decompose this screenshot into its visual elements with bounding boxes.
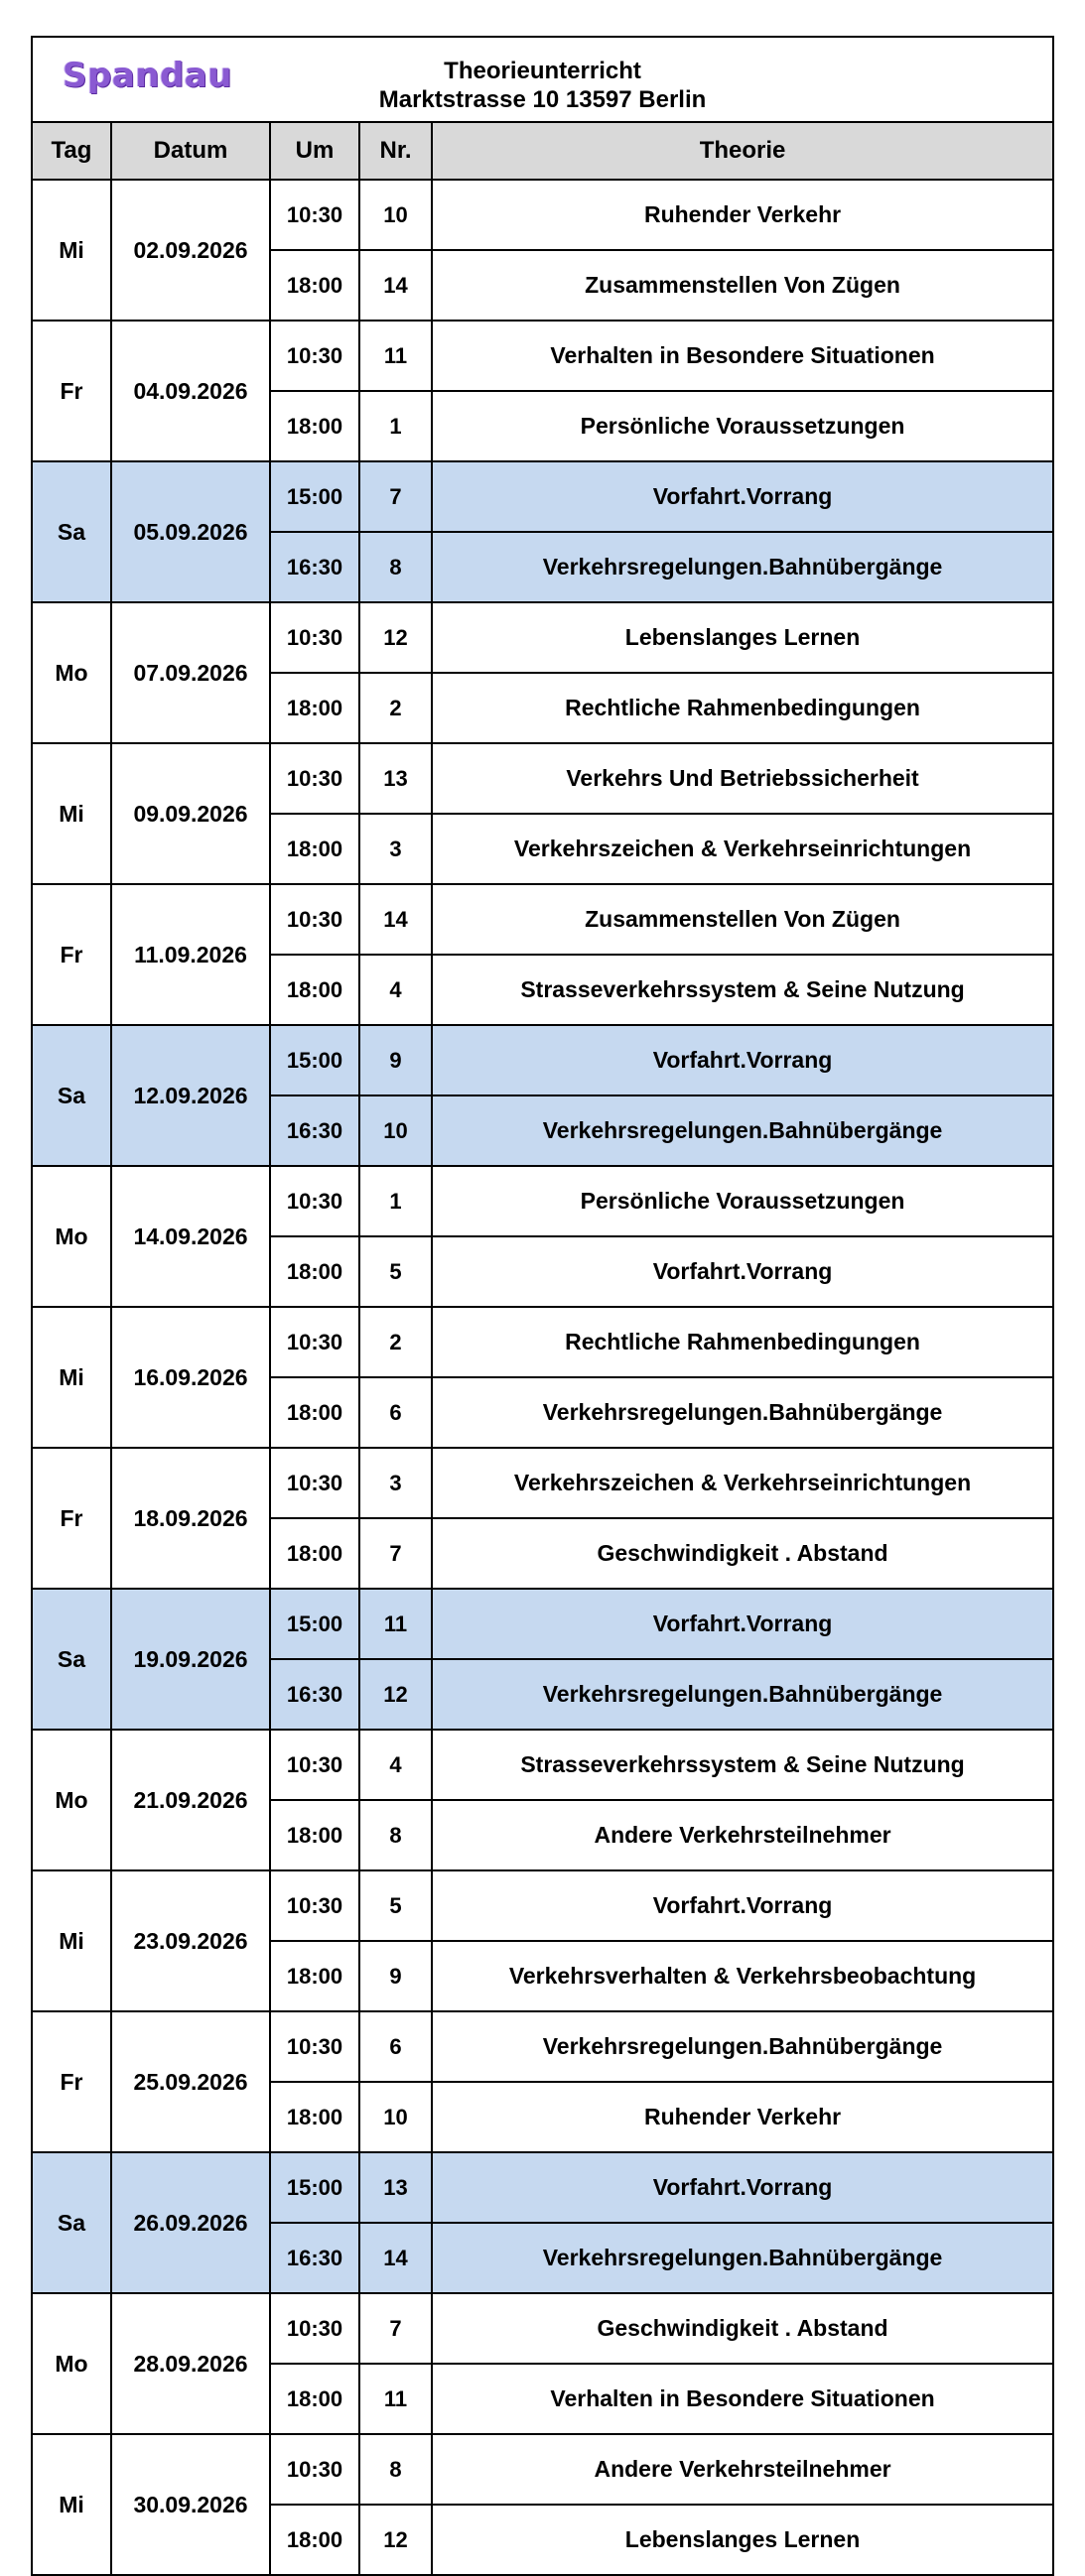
time-cell: 18:00 (270, 250, 359, 321)
date-cell: 19.09.2026 (111, 1589, 270, 1730)
number-cell: 11 (359, 321, 432, 391)
column-header-um: Um (270, 122, 359, 180)
date-cell: 05.09.2026 (111, 461, 270, 602)
time-cell: 16:30 (270, 1659, 359, 1730)
spandau-logo: Spandau (63, 56, 232, 95)
day-cell: Mo (32, 2293, 111, 2434)
date-cell: 11.09.2026 (111, 884, 270, 1025)
number-cell: 4 (359, 1730, 432, 1800)
number-cell: 12 (359, 1659, 432, 1730)
time-cell: 10:30 (270, 2434, 359, 2505)
time-cell: 10:30 (270, 2293, 359, 2364)
number-cell: 13 (359, 2152, 432, 2223)
number-cell: 11 (359, 1589, 432, 1659)
number-cell: 14 (359, 250, 432, 321)
theory-cell: Lebenslanges Lernen (432, 2505, 1053, 2575)
table-row (32, 2152, 1053, 2223)
table-row (32, 602, 1053, 673)
theory-cell: Zusammenstellen Von Zügen (432, 250, 1053, 321)
time-cell: 16:30 (270, 532, 359, 602)
time-cell: 15:00 (270, 1025, 359, 1095)
number-cell: 6 (359, 1377, 432, 1448)
date-cell: 09.09.2026 (111, 743, 270, 884)
schedule-sheet (31, 36, 1052, 2576)
day-cell: Mo (32, 1730, 111, 1870)
date-cell: 04.09.2026 (111, 321, 270, 461)
theory-cell: Verkehrsregelungen.Bahnübergänge (432, 1659, 1053, 1730)
number-cell: 10 (359, 1095, 432, 1166)
theory-cell: Strasseverkehrssystem & Seine Nutzung (432, 1730, 1053, 1800)
number-cell: 14 (359, 884, 432, 955)
table-row (32, 321, 1053, 391)
table-row (32, 2011, 1053, 2082)
theory-cell: Verkehrsregelungen.Bahnübergänge (432, 1377, 1053, 1448)
time-cell: 15:00 (270, 1589, 359, 1659)
time-cell: 10:30 (270, 1448, 359, 1518)
table-row (32, 2293, 1053, 2364)
theory-cell: Andere Verkehrsteilnehmer (432, 2434, 1053, 2505)
page-title: Theorieunterricht (444, 57, 641, 84)
number-cell: 7 (359, 2293, 432, 2364)
day-cell: Mi (32, 1307, 111, 1448)
number-cell: 9 (359, 1941, 432, 2011)
number-cell: 6 (359, 2011, 432, 2082)
theory-cell: Verkehrsregelungen.Bahnübergänge (432, 1095, 1053, 1166)
time-cell: 10:30 (270, 602, 359, 673)
theory-cell: Geschwindigkeit . Abstand (432, 1518, 1053, 1589)
theory-cell: Vorfahrt.Vorrang (432, 1870, 1053, 1941)
number-cell: 4 (359, 955, 432, 1025)
theory-cell: Vorfahrt.Vorrang (432, 1589, 1053, 1659)
theory-cell: Verhalten in Besondere Situationen (432, 2364, 1053, 2434)
day-cell: Fr (32, 2011, 111, 2152)
table-row (32, 1025, 1053, 1095)
theory-cell: Andere Verkehrsteilnehmer (432, 1800, 1053, 1870)
theory-cell: Vorfahrt.Vorrang (432, 1025, 1053, 1095)
theory-cell: Strasseverkehrssystem & Seine Nutzung (432, 955, 1053, 1025)
number-cell: 9 (359, 1025, 432, 1095)
number-cell: 7 (359, 461, 432, 532)
column-header-tag: Tag (32, 122, 111, 180)
number-cell: 13 (359, 743, 432, 814)
time-cell: 18:00 (270, 2082, 359, 2152)
date-cell: 26.09.2026 (111, 2152, 270, 2293)
time-cell: 10:30 (270, 1307, 359, 1377)
theory-cell: Vorfahrt.Vorrang (432, 2152, 1053, 2223)
date-cell: 30.09.2026 (111, 2434, 270, 2575)
date-cell: 21.09.2026 (111, 1730, 270, 1870)
theory-cell: Verkehrsregelungen.Bahnübergänge (432, 532, 1053, 602)
theory-cell: Rechtliche Rahmenbedingungen (432, 1307, 1053, 1377)
day-cell: Mi (32, 2434, 111, 2575)
day-cell: Fr (32, 884, 111, 1025)
table-row (32, 743, 1053, 814)
number-cell: 3 (359, 1448, 432, 1518)
table-row (32, 461, 1053, 532)
time-cell: 10:30 (270, 321, 359, 391)
date-cell: 02.09.2026 (111, 180, 270, 321)
number-cell: 10 (359, 180, 432, 250)
theory-cell: Vorfahrt.Vorrang (432, 461, 1053, 532)
time-cell: 16:30 (270, 2223, 359, 2293)
theory-cell: Verkehrsregelungen.Bahnübergänge (432, 2011, 1053, 2082)
theory-cell: Persönliche Voraussetzungen (432, 1166, 1053, 1236)
time-cell: 18:00 (270, 1800, 359, 1870)
time-cell: 18:00 (270, 814, 359, 884)
table-row (32, 1870, 1053, 1941)
time-cell: 18:00 (270, 673, 359, 743)
schedule-body (32, 180, 1053, 2575)
date-cell: 12.09.2026 (111, 1025, 270, 1166)
table-row (32, 1589, 1053, 1659)
time-cell: 10:30 (270, 1730, 359, 1800)
time-cell: 15:00 (270, 2152, 359, 2223)
date-cell: 14.09.2026 (111, 1166, 270, 1307)
number-cell: 2 (359, 673, 432, 743)
theory-cell: Verkehrs Und Betriebssicherheit (432, 743, 1053, 814)
time-cell: 18:00 (270, 391, 359, 461)
header-cell (32, 37, 1053, 122)
time-cell: 15:00 (270, 461, 359, 532)
theory-cell: Vorfahrt.Vorrang (432, 1236, 1053, 1307)
column-header-nr: Nr. (359, 122, 432, 180)
theory-cell: Ruhender Verkehr (432, 180, 1053, 250)
column-header-datum: Datum (111, 122, 270, 180)
number-cell: 1 (359, 1166, 432, 1236)
number-cell: 2 (359, 1307, 432, 1377)
day-cell: Mi (32, 1870, 111, 2011)
time-cell: 18:00 (270, 1236, 359, 1307)
column-header-theorie: Theorie (432, 122, 1053, 180)
table-row (32, 1448, 1053, 1518)
day-cell: Mo (32, 1166, 111, 1307)
date-cell: 25.09.2026 (111, 2011, 270, 2152)
day-cell: Fr (32, 1448, 111, 1589)
date-cell: 28.09.2026 (111, 2293, 270, 2434)
time-cell: 18:00 (270, 1518, 359, 1589)
table-row (32, 180, 1053, 250)
time-cell: 10:30 (270, 743, 359, 814)
day-cell: Fr (32, 321, 111, 461)
theory-cell: Ruhender Verkehr (432, 2082, 1053, 2152)
time-cell: 18:00 (270, 1941, 359, 2011)
theory-cell: Persönliche Voraussetzungen (432, 391, 1053, 461)
day-cell: Sa (32, 461, 111, 602)
time-cell: 18:00 (270, 955, 359, 1025)
date-cell: 16.09.2026 (111, 1307, 270, 1448)
number-cell: 12 (359, 602, 432, 673)
time-cell: 18:00 (270, 1377, 359, 1448)
number-cell: 1 (359, 391, 432, 461)
number-cell: 11 (359, 2364, 432, 2434)
theory-cell: Verhalten in Besondere Situationen (432, 321, 1053, 391)
number-cell: 8 (359, 2434, 432, 2505)
number-cell: 14 (359, 2223, 432, 2293)
number-cell: 8 (359, 532, 432, 602)
number-cell: 7 (359, 1518, 432, 1589)
number-cell: 5 (359, 1236, 432, 1307)
day-cell: Mo (32, 602, 111, 743)
theory-cell: Geschwindigkeit . Abstand (432, 2293, 1053, 2364)
day-cell: Sa (32, 1025, 111, 1166)
number-cell: 10 (359, 2082, 432, 2152)
date-cell: 23.09.2026 (111, 1870, 270, 2011)
time-cell: 16:30 (270, 1095, 359, 1166)
day-cell: Mi (32, 180, 111, 321)
time-cell: 10:30 (270, 1870, 359, 1941)
number-cell: 12 (359, 2505, 432, 2575)
theory-cell: Rechtliche Rahmenbedingungen (432, 673, 1053, 743)
table-row (32, 1166, 1053, 1236)
number-cell: 5 (359, 1870, 432, 1941)
date-cell: 07.09.2026 (111, 602, 270, 743)
time-cell: 18:00 (270, 2505, 359, 2575)
table-row (32, 884, 1053, 955)
theory-cell: Zusammenstellen Von Zügen (432, 884, 1053, 955)
number-cell: 8 (359, 1800, 432, 1870)
day-cell: Sa (32, 2152, 111, 2293)
time-cell: 10:30 (270, 884, 359, 955)
theory-cell: Verkehrszeichen & Verkehrseinrichtungen (432, 1448, 1053, 1518)
theory-cell: Lebenslanges Lernen (432, 602, 1053, 673)
theory-cell: Verkehrszeichen & Verkehrseinrichtungen (432, 814, 1053, 884)
day-cell: Sa (32, 1589, 111, 1730)
date-cell: 18.09.2026 (111, 1448, 270, 1589)
time-cell: 10:30 (270, 180, 359, 250)
schedule-table (31, 36, 1054, 2576)
table-row (32, 1307, 1053, 1377)
day-cell: Mi (32, 743, 111, 884)
theory-cell: Verkehrsregelungen.Bahnübergänge (432, 2223, 1053, 2293)
time-cell: 18:00 (270, 2364, 359, 2434)
table-row (32, 1730, 1053, 1800)
number-cell: 3 (359, 814, 432, 884)
table-row (32, 2434, 1053, 2505)
address: Marktstrasse 10 13597 Berlin (378, 85, 707, 113)
time-cell: 10:30 (270, 2011, 359, 2082)
time-cell: 10:30 (270, 1166, 359, 1236)
theory-cell: Verkehrsverhalten & Verkehrsbeobachtung (432, 1941, 1053, 2011)
